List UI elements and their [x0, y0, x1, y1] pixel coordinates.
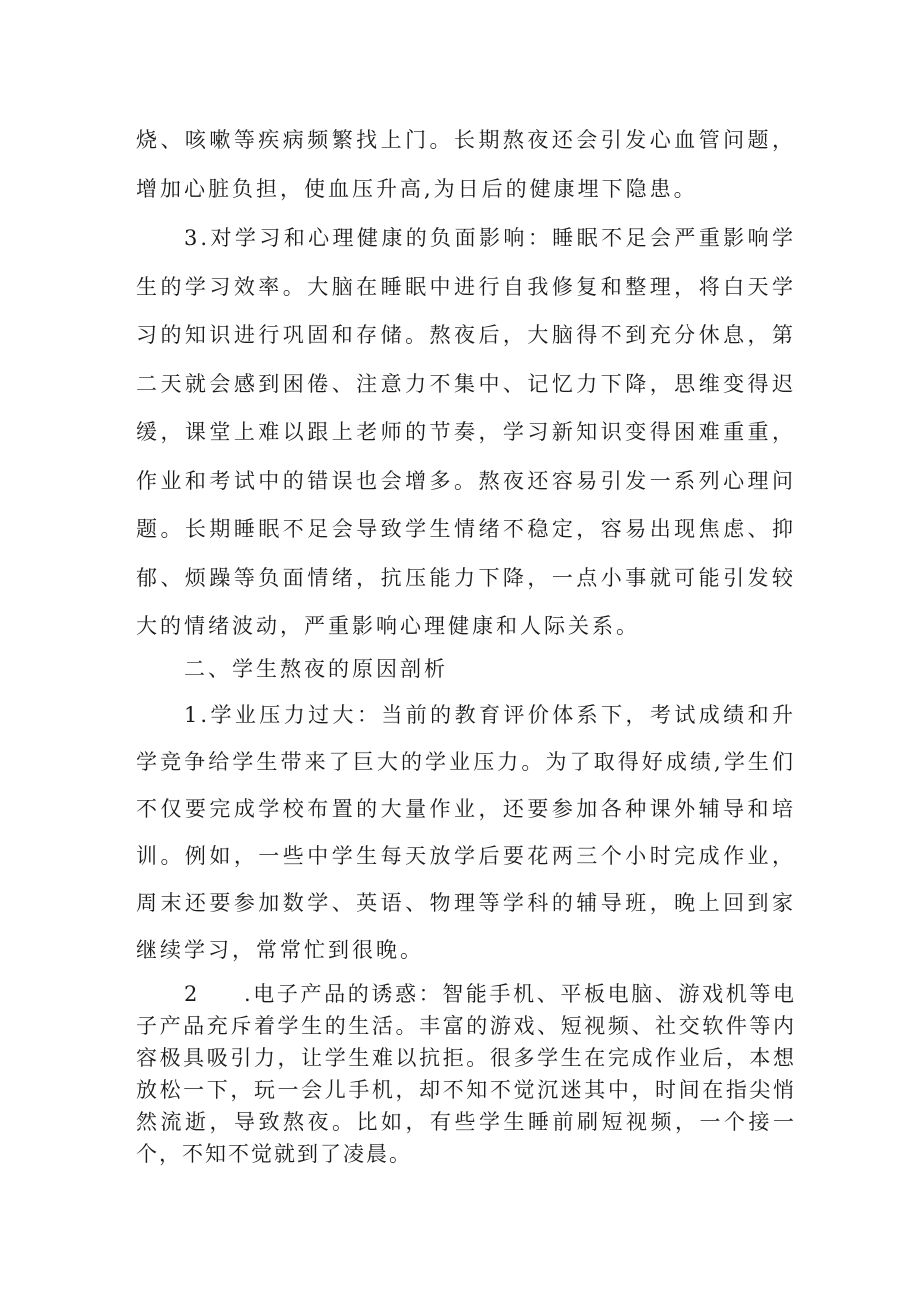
paragraph-electronic-devices: [136, 978, 796, 1170]
list-number: 2: [184, 982, 200, 1006]
paragraph-electronic-devices-text: .电子产品的诱惑：智能手机、平板电脑、游戏机等电子产品充斥着学生的生活。丰富的游戏、短视频、社交软件等内容极具吸引力，让学生难以抗拒。很多学生在完成作业后，本想放松一下，玩一会儿手机，却不知不觉沉迷其中，时间在指尖悄然流逝，导致熬夜。比如，有些学生睡前刷短视频，一个接一个，不知不觉就到了凌晨。: [136, 982, 796, 1166]
paragraph-health-risks-continued: 烧、咳嗽等疾病频繁找上门。长期熬夜还会引发心血管问题，增加心脏负担，使血压升高,为日后的健康埋下隐患。: [136, 128, 796, 201]
paragraph-study-and-mental-health: 3.对学习和心理健康的负面影响：睡眠不足会严重影响学生的学习效率。大脑在睡眠中进行自我修复和整理，将白天学习的知识进行巩固和存储。熬夜后，大脑得不到充分休息，第二天就会感到困倦、注意力不集中、记忆力下降，思维变得迟缓，课堂上难以跟上老师的节奏，学习新知识变得困难重重，作业和考试中的错误也会增多。熬夜还容易引发一系列心理问题。长期睡眠不足会导致学生情绪不稳定，容易出现焦虑、抑郁、烦躁等负面情绪，抗压能力下降，一点小事就可能引发较大的情绪波动，严重影响心理健康和人际关系。: [136, 226, 796, 638]
paragraph-academic-pressure: 1.学业压力过大：当前的教育评价体系下，考试成绩和升学竞争给学生带来了巨大的学业压力。为了取得好成绩,学生们不仅要完成学校布置的大量作业，还要参加各种课外辅导和培训。例如，一些中学生每天放学后要花两三个小时完成作业，周末还要参加数学、英语、物理等学科的辅导班，晚上回到家继续学习，常常忙到很晚。: [136, 703, 796, 962]
section-heading-causes: 二、学生熬夜的原因剖析: [184, 657, 448, 681]
